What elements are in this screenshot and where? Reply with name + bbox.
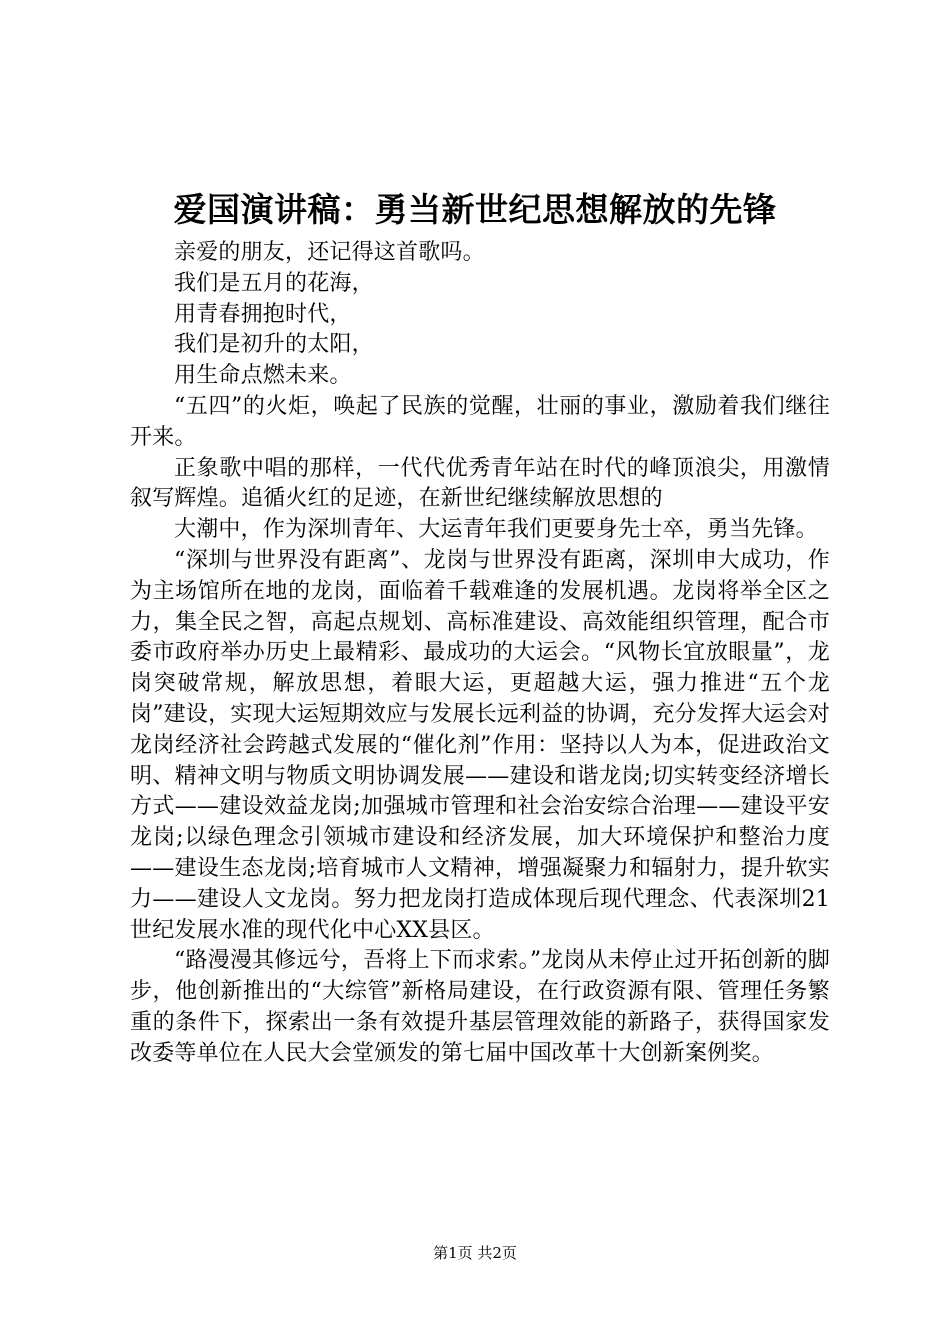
paragraph: “路漫漫其修远兮，吾将上下而求索。”龙岗从未停止过开拓创新的脚步，他创新推出的“大综管”新格局建设，在行政资源有限、管理任务繁重的条件下，探索出一条有效提升基层管理效能的新路子，获得国家发改委等单位在人民大会堂颁发的第七届中国改革十大创新案例奖。 xyxy=(130,948,830,1066)
paragraph: 大潮中，作为深圳青年、大运青年我们更要身先士卒，勇当先锋。 xyxy=(174,517,818,543)
paragraph: “深圳与世界没有距离”、龙岗与世界没有距离，深圳申大成功，作为主场馆所在地的龙岗，面临着千载难逢的发展机遇。龙岗将举全区之力，集全民之智，高起点规划、高标准建设、高效能组织管理，配合市委市政府举办历史上最精彩、最成功的大运会。“风物长宜放眼量”，龙岗突破常规，解放思想，着眼大运，更超越大运，强力推进“五个龙岗”建设，实现大运短期效应与发展长远利益的协调，充分发挥大运会对龙岗经济社会跨越式发展的“催化剂”作用：坚持以人为本，促进政治文明、精神文明与物质文明协调发展——建设和谐龙岗;切实转变经济增长方式——建设效益龙岗;加强城市管理和社会治安综合治理——建设平安龙岗;以绿色理念引领城市建设和经济发展，加大环境保护和整治力度——建设生态龙岗;培育城市人文精神，增强凝聚力和辐射力，提升软实力——建设人文龙岗。努力把龙岗打造成体现后现代理念、代表深圳21世纪发展水准的现代化中心XX县区。 xyxy=(130,547,830,943)
paragraph: 正象歌中唱的那样，一代代优秀青年站在时代的峰顶浪尖，用激情叙写辉煌。追循火红的足迹，在新世纪继续解放思想的 xyxy=(130,455,830,512)
paragraph: 我们是初升的太阳， xyxy=(174,332,374,358)
paragraph: 我们是五月的花海， xyxy=(174,270,374,296)
paragraph: 用青春拥抱时代， xyxy=(174,301,352,327)
page-number-footer: 第1页 共2页 xyxy=(433,1244,517,1262)
paragraph: “五四”的火炬，唤起了民族的觉醒，壮丽的事业，激励着我们继往开来。 xyxy=(130,393,830,450)
paragraph: 用生命点燃未来。 xyxy=(174,363,352,389)
paragraph: 亲爱的朋友，还记得这首歌吗。 xyxy=(174,240,485,265)
document-body xyxy=(130,238,830,1070)
document-title: 爱国演讲稿：勇当新世纪思想解放的先锋 xyxy=(173,190,777,229)
